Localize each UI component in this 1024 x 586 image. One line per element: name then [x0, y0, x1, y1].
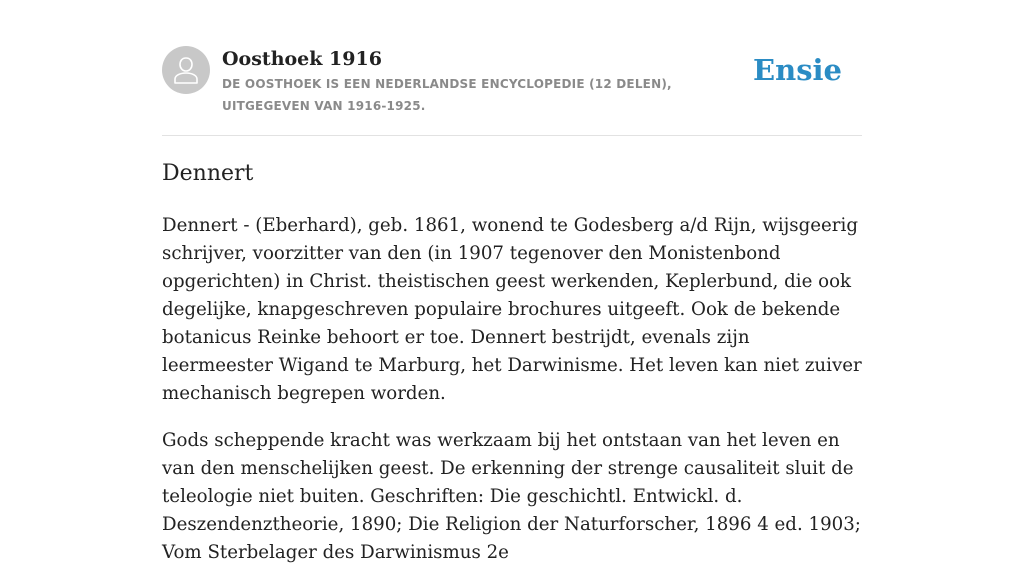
header-divider — [162, 135, 862, 136]
article-paragraph: Gods scheppende kracht was werkzaam bij het ontstaan van het leven en van den menschelijken geest. De erkenning der strenge causaliteit sluit de teleologie niet buiten. Geschriften: Die geschichtl. Entwickl. d. Deszendenztheorie, 1890; Die Religion der Naturforscher, 1896 4 ed. 1903; Vom Sterbelager des Darwinismus 2e — [162, 430, 861, 563]
source-header — [162, 46, 862, 116]
avatar — [162, 46, 210, 94]
source-title[interactable]: Oosthoek 1916 — [222, 48, 382, 70]
article-paragraph: Dennert - (Eberhard), geb. 1861, wonend te Godesberg a/d Rijn, wijsgeerig schrijver, voorzitter van den (in 1907 tegenover den Monistenbond opgerichten) in Christ. theistischen geest werkenden, Keplerbund, die ook degelijke, knapgeschreven populaire brochures uitgeeft. Ook de bekende botanicus Reinke behoort er toe. Dennert bestrijdt, evenals zijn leermeester Wigand te Marburg, het Darwinisme. Het leven kan niet zuiver mechanisch begrepen worden. — [162, 215, 862, 404]
ensie-logo-link[interactable]: Ensie — [753, 53, 842, 87]
source-description: DE OOSTHOEK IS EEN NEDERLANDSE ENCYCLOPEDIE (12 DELEN), UITGEGEVEN VAN 1916-1925. — [222, 77, 672, 113]
article-title: Dennert — [162, 161, 254, 186]
article-body — [162, 212, 862, 586]
user-silhouette-icon — [172, 55, 200, 85]
